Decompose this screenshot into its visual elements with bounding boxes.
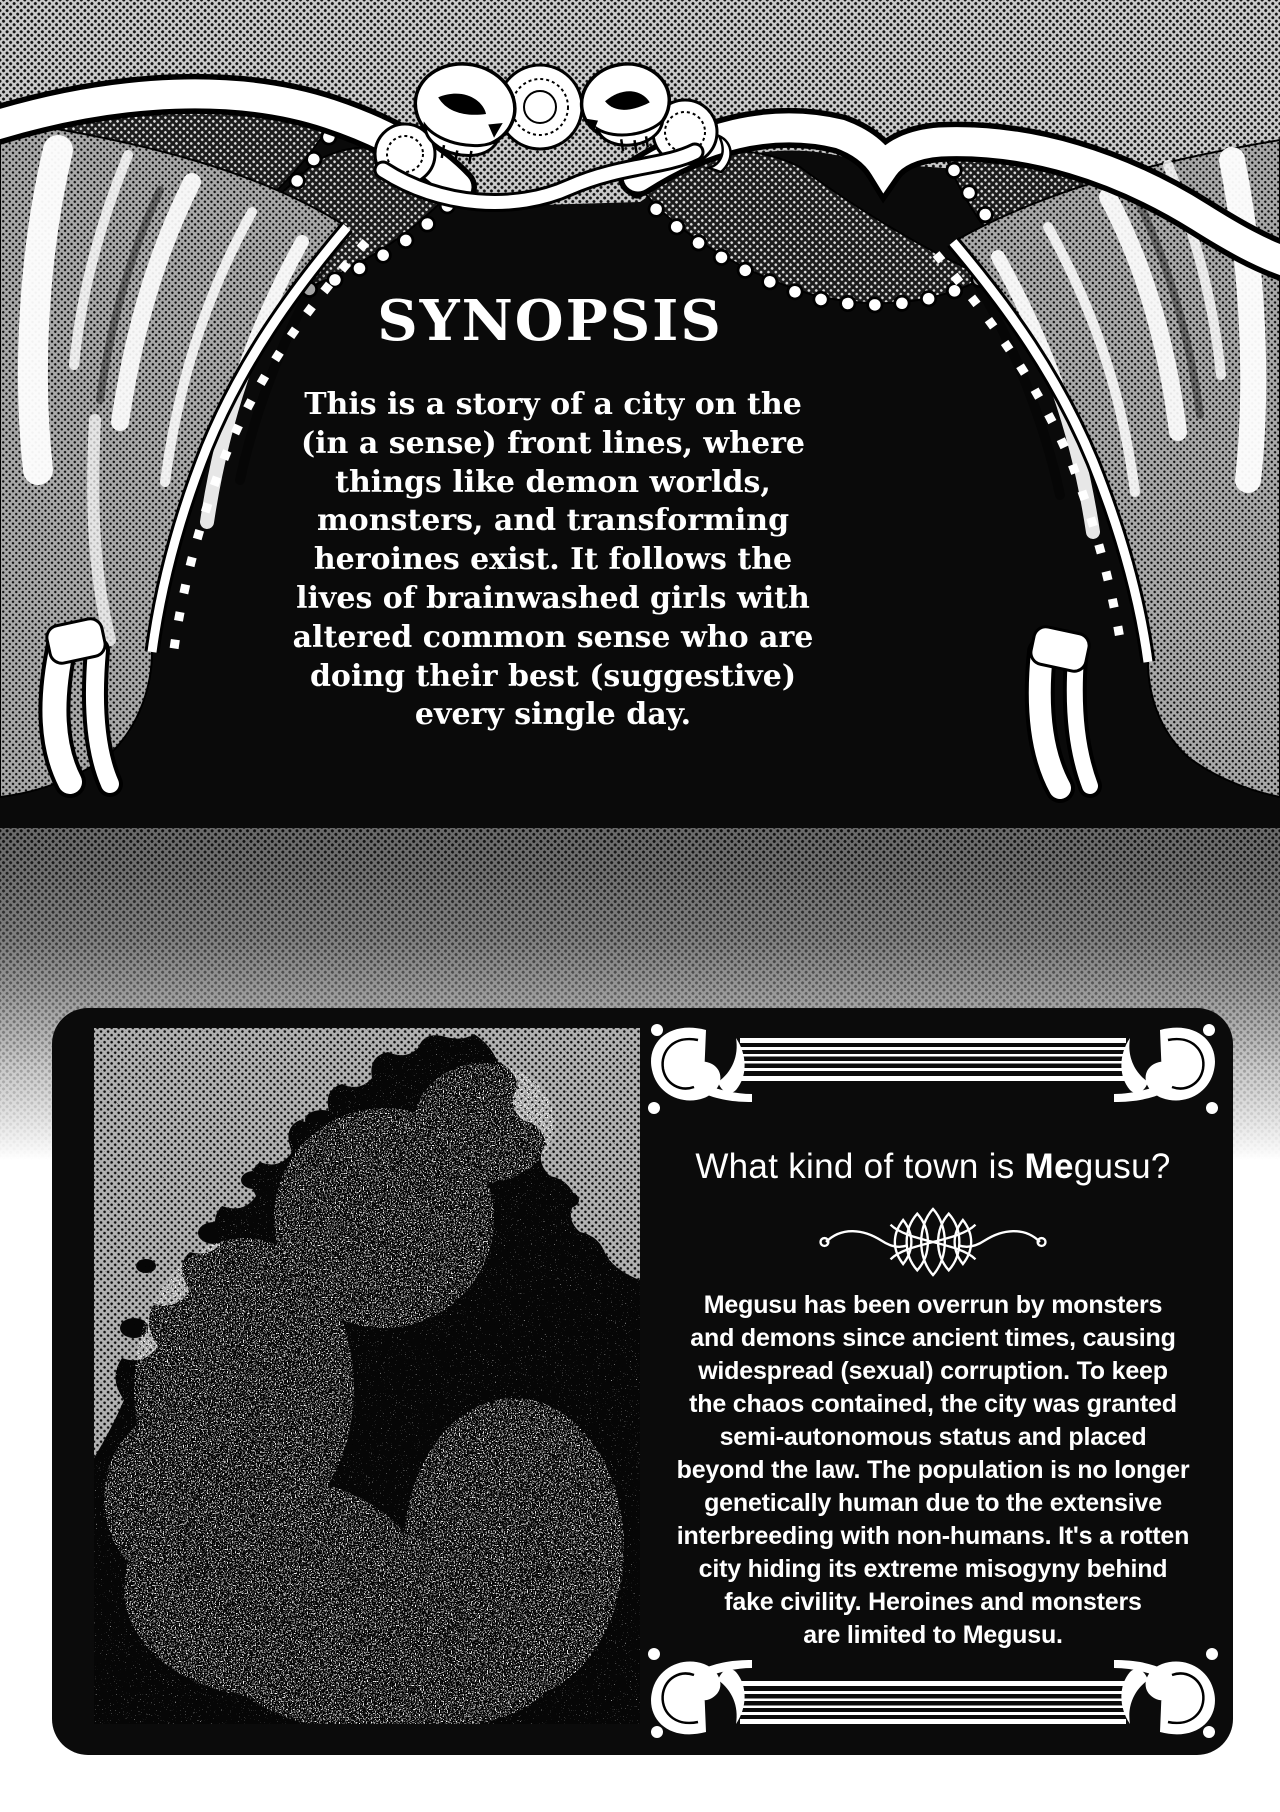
card-body-line: beyond the law. The population is no longer — [676, 1456, 1190, 1484]
card-body-line: widespread (sexual) corruption. To keep — [698, 1357, 1168, 1385]
card-title-prefix: What kind of town is — [695, 1147, 1025, 1186]
card-body-line: interbreeding with non-humans. It's a rotten — [676, 1522, 1190, 1550]
synopsis-line: (in a sense) front lines, where — [300, 425, 806, 461]
info-card — [52, 1008, 1233, 1755]
card-body-line: are limited to Megusu. — [803, 1621, 1063, 1649]
card-body-line: genetically human due to the extensive — [704, 1489, 1162, 1517]
synopsis-line: heroines exist. It follows the — [313, 542, 793, 578]
card-body-line: Megusu has been overrun by monsters — [703, 1291, 1163, 1319]
monster-silhouette-photo — [94, 1028, 640, 1724]
synopsis-line: every single day. — [414, 697, 692, 733]
card-body-line: and demons since ancient times, causing — [690, 1324, 1176, 1352]
calligraphic-flourish — [815, 1201, 1051, 1283]
card-body-line: fake civility. Heroines and monsters — [724, 1588, 1142, 1616]
card-body-line: the chaos contained, the city was granted — [689, 1390, 1177, 1418]
card-body-line: semi-autonomous status and placed — [719, 1423, 1147, 1451]
synopsis-line: lives of brainwashed girls with — [296, 580, 810, 616]
card-title-suffix: gusu? — [1073, 1147, 1171, 1186]
synopsis-line: doing their best (suggestive) — [309, 658, 797, 694]
card-body-line: city hiding its extreme misogyny behind — [698, 1555, 1168, 1583]
card-title-bold: Me — [1024, 1147, 1074, 1186]
card-title — [648, 1147, 1218, 1187]
synopsis-line: things like demon worlds, — [335, 464, 771, 500]
synopsis-line: monsters, and transforming — [316, 503, 790, 539]
synopsis-title: SYNOPSIS — [377, 288, 723, 354]
card-right-column — [648, 1022, 1218, 1742]
scroll-frame-bottom — [648, 1648, 1218, 1740]
scroll-frame-top — [648, 1022, 1218, 1114]
synopsis-line: This is a story of a city on the — [304, 387, 802, 422]
card-body — [648, 1289, 1218, 1652]
synopsis-text — [275, 386, 831, 735]
synopsis-line: altered common sense who are — [292, 619, 814, 655]
